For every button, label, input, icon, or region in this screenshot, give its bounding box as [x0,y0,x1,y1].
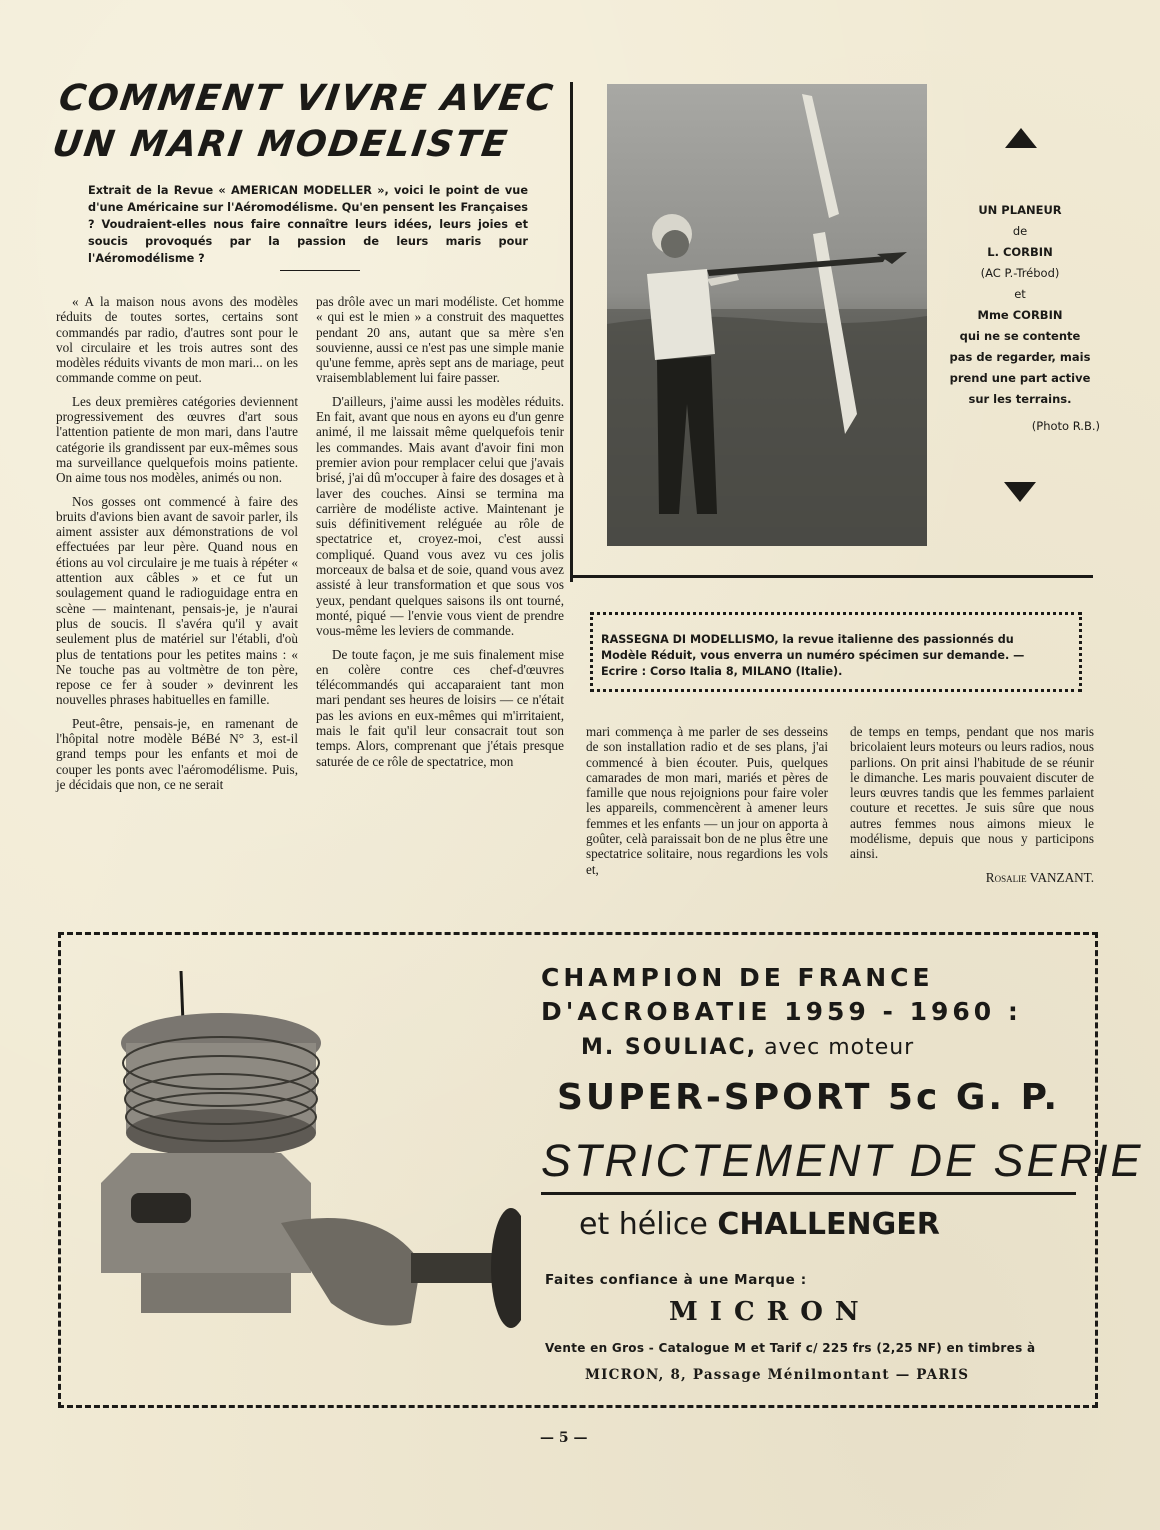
caption-line: et [1014,287,1026,301]
title-line-1: COMMENT VIVRE AVEC [56,78,557,119]
paragraph: D'ailleurs, j'aime aussi les modèles réduits. En fait, avant que nous en ayons eu d'un genre animé, il me laissait même quelquefois tenir les commandes. Mais avant d'avoir fini mon premier avion pour remplacer celui que j'avais brisé, j'ai dû m'occuper à faire des dosages et à laver des couches. Ainsi se termina ma carrière de modéliste active. Maintenant je suis définitivement reléguée au rôle de spectatrice et, croyez-moi, c'est aussi compliqué. Quand vous avez vu ces jolis morceaux de balsa et de soie, quand vous avez assisté à leur transformation et que sous vos yeux, pendant quelques saisons ils ont tourné, monté, piqué — l'envie vous vient de prendre vous-même les leviers de commande. [316,393,564,639]
article-column-4 [850,724,1094,893]
paragraph: de temps en temps, pendant que nos maris bricolaient leurs moteurs ou leurs radios, nous parlions. On prit ainsi l'habitude de se réunir le dimanche. Les maris pouvaient discuter de leurs œuvres tandis que les femmes parlaient couture et recettes. Je suis sûre que nous autres femmes nous aimons mieux le modélisme, depuis que nous y participons ainsi. [850,724,1094,862]
propeller-prefix: et hélice [579,1207,708,1242]
caption-line: sur les terrains. [968,392,1072,406]
paragraph: « A la maison nous avons des modèles réduits de toutes sortes, certains sont commandés par radio, d'autres sont pour le vol circulaire et les trois autres sont des modèles réduits vivants de mon mari... on les commande comme on peut. [56,294,298,386]
micron-logo: MICRON [669,1297,871,1327]
caption-line: prend une part active [949,371,1091,385]
notice-line: Modèle Réduit, vous enverra un numéro spécimen sur demande. — [601,649,1025,662]
notice-line: RASSEGNA DI MODELLISMO, la revue italienne des passionnés du [601,633,1014,646]
caption-line: (AC P.-Trébod) [980,266,1060,280]
ad-divider [541,1192,1076,1195]
article-lede: Extrait de la Revue « AMERICAN MODELLER », voici le point de vue d'une Américaine sur l'Aéromodélisme. Qu'en pensent les Françaises ? Voudraient-elles nous faire connaître leurs idées, leurs joies et soucis provoqués par la passion de leurs maris pour l'Aéromodélisme ? [88,184,528,265]
ad-headline-2: D'ACROBATIE 1959 - 1960 : [541,997,1022,1026]
champion-name: M. SOULIAC, [581,1035,758,1060]
ad-catalog-line: Vente en Gros - Catalogue M et Tarif c/ 225 frs (2,25 NF) en timbres à [545,1341,1036,1355]
paragraph: Nos gosses ont commencé à faire des bruits d'avions bien avant de savoir parler, ils aiment assister aux démonstrations de vol effectuées par leur père. Quand nous en étions au vol circulaire je me tuais à répéter « attention aux câbles » et ce fut un soulagement quand le radioguidage entra en scène — maintenant, pensais-je, je n'aurai plus de soucis. Il s'avéra qu'il y avait seulement plus de matériel sur l'établi, d'où plus de tentations pour les petites mains : « Ne touche pas au voltmètre de ton père, repose ce fer à souder » devinrent les nouvelles phrases habituelles en famille. [56,493,298,708]
ad-propeller-line [579,1207,940,1242]
caption-line: pas de regarder, mais [949,350,1091,364]
page-number: — 5 — [540,1430,588,1446]
title-line-2: UN MARI MODELISTE [49,124,512,165]
champion-engine-text: avec moteur [764,1035,915,1060]
micron-advertisement [58,932,1144,1408]
caption-line: UN PLANEUR [978,203,1062,217]
caption-line: qui ne se contente [959,329,1081,343]
ad-champion-line [581,1035,914,1060]
photo-caption [940,200,1100,437]
ad-headline-1: CHAMPION DE FRANCE [541,963,934,992]
lede-divider [280,270,360,271]
photo-credit: (Photo R.B.) [1031,419,1100,433]
paragraph: mari commença à me parler de ses desseins de son installation radio et de ses plans, j'ai commencé à bien écouter. Puis, quelques camarades de mon mari, mariés et pères de famille que nous rejoignions pour faire voler les appareils, commencèrent à amener leurs femmes et les enfants — un jour on apporta à goûter, celà paraissait bon de ne plus être une spectatrice solitaire, nous regardions les vols et, [586,724,828,877]
ad-series-claim: STRICTEMENT DE SERIE [541,1135,1144,1186]
ad-address-line: MICRON, 8, Passage Ménilmontant — PARIS [585,1367,970,1383]
article-column-3 [586,724,828,885]
caption-line: L. CORBIN [987,245,1053,259]
engine-illustration [81,963,521,1383]
paragraph: Peut-être, pensais-je, en ramenant de l'hôpital notre modèle BéBé N° 3, est-il grand temps pour les enfants et moi de couper les ponts avec l'aéromodélisme. Puis, je décidais que non, ce ne serait [56,715,298,792]
horizontal-divider [573,575,1093,578]
paragraph: pas drôle avec un mari modéliste. Cet homme « qui est le mien » a construit des maquettes pendant 20 ans, autant que sa mère s'en souvienne, aussi ce n'est pas une simple manie qu'une femme, après sept ans de mariage, peut vraisemblablement lui faire passer. [316,294,564,386]
article-column-1 [56,294,298,800]
paragraph: Les deux premières catégories deviennent progressivement des œuvres d'art sous l'attention patiente de mon mari, dans l'autre catégorie ils grandissent par eux-mêmes sous ma surveillance quelquefois moins patiente. On aime tous nos modèles, animés ou non. [56,393,298,486]
article-column-2 [316,294,564,777]
glider-photo-illustration [607,84,927,546]
article-title [50,76,573,168]
author-signature: Rosalie VANZANT. [985,869,1094,885]
rassegna-notice-box [590,612,1082,692]
engine-model: SUPER-SPORT 5c G. P. [557,1077,1061,1118]
ad-trust-line: Faites confiance à une Marque : [545,1272,807,1288]
caption-arrow-down-icon [1004,482,1036,502]
glider-photo [607,84,927,546]
propeller-brand: CHALLENGER [717,1207,940,1242]
caption-line: de [1012,224,1028,238]
caption-arrow-up-icon [1005,128,1037,148]
vertical-divider [570,82,573,582]
caption-line: Mme CORBIN [977,308,1063,322]
notice-line: Ecrire : Corso Italia 8, MILANO (Italie). [601,665,843,678]
paragraph: De toute façon, je me suis finalement mise en colère contre ces chef-d'œuvres télécommandés qui accaparaient tant mon mari pendant ses heures de loisirs — ce n'était pas les avions en eux-mêmes qui m'irritaient, mais le fait qu'il leur consacrait tout son temps. Alors, comprenant que j'étais presque saturée de ce rôle de spectatrice, mon [316,646,564,769]
